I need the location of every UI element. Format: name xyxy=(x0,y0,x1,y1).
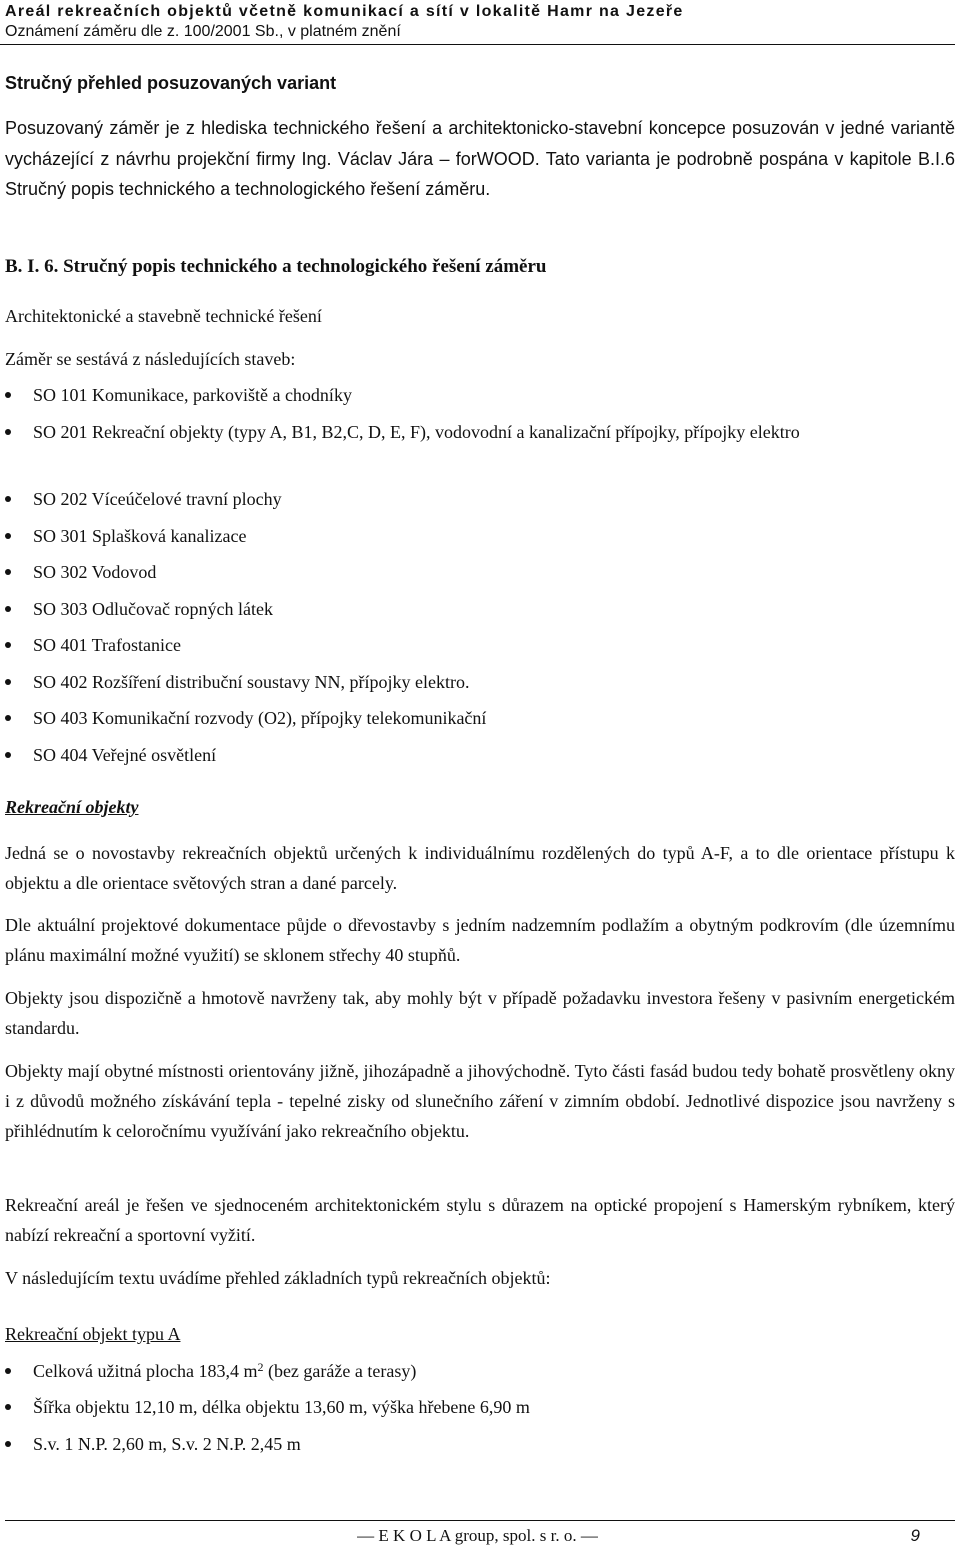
list-item: S.v. 1 N.P. 2,60 m, S.v. 2 N.P. 2,45 m xyxy=(5,1429,955,1459)
list-item: SO 202 Víceúčelové travní plochy xyxy=(5,484,955,514)
list-item: SO 101 Komunikace, parkoviště a chodníky xyxy=(5,380,955,410)
paragraph: V následujícím textu uvádíme přehled základních typů rekreačních objektů: xyxy=(5,1268,551,1288)
bullet-icon xyxy=(5,1441,11,1447)
section-heading-type-a: Rekreační objekt typu A xyxy=(5,1324,181,1344)
bullet-icon xyxy=(5,429,11,435)
list-item: SO 401 Trafostanice xyxy=(5,630,955,660)
footer-company: — E K O L A group, spol. s r. o. — xyxy=(357,1526,598,1545)
header-subtitle: Oznámení záměru dle z. 100/2001 Sb., v platném znění xyxy=(5,23,401,40)
section-heading-variants: Stručný přehled posuzovaných variant xyxy=(5,73,337,93)
list-item: SO 402 Rozšíření distribuční soustavy NN, přípojky elektro. xyxy=(5,667,955,697)
section-heading-technical: B. I. 6. Stručný popis technického a technologického řešení záměru xyxy=(5,256,547,277)
list-item: SO 303 Odlučovač ropných látek xyxy=(5,594,955,624)
footer-divider xyxy=(5,1520,955,1521)
paragraph: Dle aktuální projektové dokumentace půjde o dřevostavby s jedním nadzemním podlažím a obytným podkrovím (dle územnímu plánu maximální možné využití) se sklonem střechy 40 stupňů. xyxy=(5,915,955,965)
bullet-icon xyxy=(5,606,11,612)
paragraph: Rekreační areál je řešen ve sjednoceném architektonickém stylu s důrazem na optické propojení s Hamerským rybníkem, který nabízí rekreační a sportovní vyžití. xyxy=(5,1195,955,1245)
architecture-subheading: Architektonické a stavebně technické řešení xyxy=(5,306,322,326)
list-item: SO 201 Rekreační objekty (typy A, B1, B2,C, D, E, F), vodovodní a kanalizační přípojky, přípojky elektro xyxy=(5,417,955,447)
header-divider xyxy=(0,44,955,45)
bullet-icon xyxy=(5,533,11,539)
bullet-icon xyxy=(5,496,11,502)
list-item: Šířka objektu 12,10 m, délka objektu 13,60 m, výška hřebene 6,90 m xyxy=(5,1392,955,1422)
paragraph: Jedná se o novostavby rekreačních objektů určených k individuálnímu rozdělených do typů A-F, a to dle orientace přístupu k objektu a dle orientace světových stran a dané parcely. xyxy=(5,843,955,893)
paragraph: Objekty mají obytné místnosti orientovány jižně, jihozápadně a jihovýchodně. Tyto části fasád budou tedy bohatě prosvětleny okny i z důvodů možného získávání tepla - tepelné zisky od slunečního záření v zimním období. Jednotlivé dispozice jsou navrženy s přihlédnutím k celoročnímu využívání jako rekreačního objektu. xyxy=(5,1061,955,1141)
structures-intro: Záměr se sestává z následujících staveb: xyxy=(5,349,296,369)
bullet-icon xyxy=(5,1404,11,1410)
bullet-icon xyxy=(5,752,11,758)
bullet-icon xyxy=(5,392,11,398)
list-item: SO 404 Veřejné osvětlení xyxy=(5,740,955,770)
bullet-icon xyxy=(5,569,11,575)
section-heading-recreational: Rekreační objekty xyxy=(5,797,139,817)
list-item: SO 403 Komunikační rozvody (O2), přípojky telekomunikační xyxy=(5,703,955,733)
header-title: Areál rekreačních objektů včetně komunikací a sítí v lokalitě Hamr na Jezeře xyxy=(5,3,684,20)
paragraph: Objekty jsou dispozičně a hmotově navrženy tak, aby mohly být v případě požadavku investora řešeny v pasivním energetickém standardu. xyxy=(5,988,955,1038)
list-item: SO 302 Vodovod xyxy=(5,557,955,587)
bullet-icon xyxy=(5,715,11,721)
variants-paragraph: Posuzovaný záměr je z hlediska technického řešení a architektonicko-stavební koncepce posuzován v jedné variantě vycházející z návrhu projekční firmy Ing. Václav Jára – forWOOD. Tato varianta je podrobně pospána v kapitole B.I.6 Stručný popis technického a technologického řešení záměru. xyxy=(5,118,955,199)
page-header xyxy=(5,2,955,42)
list-item: Celková užitná plocha 183,4 $m^2$ (bez garáže a terasy) xyxy=(5,1356,955,1386)
page-number: 9 xyxy=(910,1526,920,1545)
bullet-icon xyxy=(5,679,11,685)
list-item: SO 301 Splašková kanalizace xyxy=(5,521,955,551)
bullet-icon xyxy=(5,1368,11,1374)
bullet-icon xyxy=(5,642,11,648)
